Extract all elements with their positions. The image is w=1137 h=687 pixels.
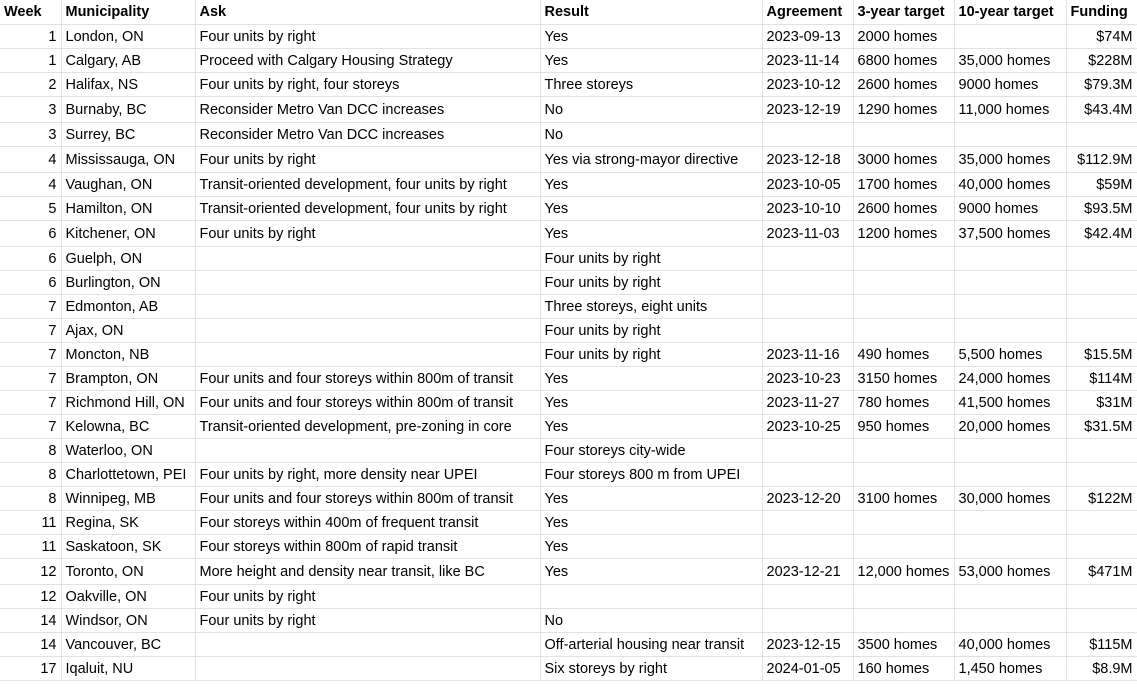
cell-municipality[interactable]: Iqaluit, NU (61, 657, 195, 681)
cell-agreement[interactable]: 2023-10-10 (762, 197, 853, 221)
cell-result[interactable]: Yes (540, 535, 762, 559)
table-row (0, 585, 1137, 609)
cell-agreement[interactable]: 2024-01-05 (762, 657, 853, 681)
cell-funding[interactable]: $93.5M (1066, 197, 1137, 221)
cell-municipality[interactable]: Kitchener, ON (61, 221, 195, 247)
cell-result[interactable]: No (540, 609, 762, 633)
cell-week[interactable]: 12 (0, 559, 61, 585)
cell-result[interactable]: Yes (540, 221, 762, 247)
cell-three-year-target[interactable]: 160 homes (853, 657, 954, 681)
cell-three-year-target[interactable] (853, 123, 954, 147)
cell-ask[interactable]: Proceed with Calgary Housing Strategy (195, 49, 540, 73)
cell-ten-year-target[interactable] (954, 25, 1066, 49)
cell-three-year-target[interactable]: 1200 homes (853, 221, 954, 247)
cell-municipality[interactable]: Waterloo, ON (61, 439, 195, 463)
cell-municipality[interactable]: Toronto, ON (61, 559, 195, 585)
cell-municipality[interactable]: Ajax, ON (61, 319, 195, 343)
cell-week[interactable]: 4 (0, 147, 61, 173)
cell-week[interactable]: 1 (0, 25, 61, 49)
cell-week[interactable]: 11 (0, 535, 61, 559)
cell-week[interactable]: 6 (0, 247, 61, 271)
cell-agreement[interactable] (762, 585, 853, 609)
table-row (0, 487, 1137, 511)
cell-ask[interactable]: Four units by right (195, 147, 540, 173)
cell-ten-year-target[interactable]: 1,450 homes (954, 657, 1066, 681)
cell-ten-year-target[interactable]: 37,500 homes (954, 221, 1066, 247)
cell-agreement[interactable]: 2023-11-27 (762, 391, 853, 415)
table-row (0, 391, 1137, 415)
cell-municipality[interactable]: Surrey, BC (61, 123, 195, 147)
cell-municipality[interactable]: Richmond Hill, ON (61, 391, 195, 415)
cell-agreement[interactable]: 2023-12-21 (762, 559, 853, 585)
cell-three-year-target[interactable]: 1290 homes (853, 97, 954, 123)
cell-funding[interactable] (1066, 295, 1137, 319)
cell-ask[interactable]: Four units by right (195, 221, 540, 247)
cell-municipality[interactable]: Guelph, ON (61, 247, 195, 271)
cell-week[interactable]: 4 (0, 173, 61, 197)
cell-week[interactable]: 1 (0, 49, 61, 73)
cell-three-year-target[interactable]: 3100 homes (853, 487, 954, 511)
cell-agreement[interactable] (762, 463, 853, 487)
cell-week[interactable]: 17 (0, 657, 61, 681)
cell-ask[interactable] (195, 633, 540, 657)
table-row (0, 295, 1137, 319)
cell-municipality[interactable]: Burlington, ON (61, 271, 195, 295)
cell-agreement[interactable]: 2023-12-19 (762, 97, 853, 123)
cell-result[interactable]: Four storeys 800 m from UPEI (540, 463, 762, 487)
cell-municipality[interactable]: Hamilton, ON (61, 197, 195, 221)
table-row (0, 415, 1137, 439)
cell-three-year-target[interactable] (853, 585, 954, 609)
cell-result[interactable]: Yes (540, 415, 762, 439)
cell-funding[interactable] (1066, 463, 1137, 487)
cell-funding[interactable]: $79.3M (1066, 73, 1137, 97)
cell-three-year-target[interactable] (853, 247, 954, 271)
table-row (0, 657, 1137, 681)
cell-funding[interactable]: $122M (1066, 487, 1137, 511)
cell-result[interactable]: Six storeys by right (540, 657, 762, 681)
cell-funding[interactable]: $471M (1066, 559, 1137, 585)
cell-ten-year-target[interactable]: 30,000 homes (954, 487, 1066, 511)
cell-municipality[interactable]: Kelowna, BC (61, 415, 195, 439)
cell-week[interactable]: 8 (0, 463, 61, 487)
cell-agreement[interactable]: 2023-10-25 (762, 415, 853, 439)
cell-agreement[interactable]: 2023-10-23 (762, 367, 853, 391)
cell-result[interactable]: Yes (540, 173, 762, 197)
table-row (0, 197, 1137, 221)
cell-funding[interactable]: $115M (1066, 633, 1137, 657)
cell-three-year-target[interactable]: 3150 homes (853, 367, 954, 391)
cell-ask[interactable]: Four units by right (195, 585, 540, 609)
cell-agreement[interactable] (762, 535, 853, 559)
cell-funding[interactable]: $228M (1066, 49, 1137, 73)
cell-ten-year-target[interactable] (954, 511, 1066, 535)
cell-funding[interactable] (1066, 247, 1137, 271)
cell-ten-year-target[interactable]: 35,000 homes (954, 147, 1066, 173)
cell-result[interactable]: Off-arterial housing near transit (540, 633, 762, 657)
cell-agreement[interactable]: 2023-12-20 (762, 487, 853, 511)
cell-result[interactable]: Yes (540, 487, 762, 511)
cell-three-year-target[interactable]: 950 homes (853, 415, 954, 439)
cell-three-year-target[interactable]: 2600 homes (853, 197, 954, 221)
table-row (0, 559, 1137, 585)
cell-ask[interactable] (195, 271, 540, 295)
cell-agreement[interactable] (762, 511, 853, 535)
cell-ten-year-target[interactable]: 11,000 homes (954, 97, 1066, 123)
cell-municipality[interactable]: Moncton, NB (61, 343, 195, 367)
table-row (0, 221, 1137, 247)
cell-municipality[interactable]: Windsor, ON (61, 609, 195, 633)
cell-result[interactable]: Four units by right (540, 343, 762, 367)
cell-municipality[interactable]: Edmonton, AB (61, 295, 195, 319)
cell-ask[interactable]: Four units by right (195, 25, 540, 49)
cell-ten-year-target[interactable]: 35,000 homes (954, 49, 1066, 73)
cell-ten-year-target[interactable]: 40,000 homes (954, 633, 1066, 657)
cell-week[interactable]: 6 (0, 221, 61, 247)
cell-funding[interactable] (1066, 319, 1137, 343)
table-row (0, 463, 1137, 487)
column-header-funding[interactable]: Funding (1066, 0, 1137, 25)
cell-three-year-target[interactable]: 6800 homes (853, 49, 954, 73)
cell-agreement[interactable] (762, 247, 853, 271)
column-header-week[interactable]: Week (0, 0, 61, 25)
cell-municipality[interactable]: Vancouver, BC (61, 633, 195, 657)
cell-three-year-target[interactable]: 780 homes (853, 391, 954, 415)
cell-three-year-target[interactable]: 2600 homes (853, 73, 954, 97)
cell-result[interactable]: Four storeys city-wide (540, 439, 762, 463)
cell-ask[interactable] (195, 439, 540, 463)
table-body (0, 25, 1137, 681)
cell-three-year-target[interactable] (853, 271, 954, 295)
table-row (0, 343, 1137, 367)
cell-three-year-target[interactable] (853, 535, 954, 559)
cell-funding[interactable]: $112.9M (1066, 147, 1137, 173)
cell-ten-year-target[interactable] (954, 535, 1066, 559)
cell-three-year-target[interactable] (853, 463, 954, 487)
cell-ten-year-target[interactable]: 41,500 homes (954, 391, 1066, 415)
cell-ten-year-target[interactable] (954, 439, 1066, 463)
table-row (0, 49, 1137, 73)
cell-agreement[interactable]: 2023-12-15 (762, 633, 853, 657)
cell-ask[interactable]: Reconsider Metro Van DCC increases (195, 123, 540, 147)
cell-result[interactable]: Yes (540, 197, 762, 221)
cell-week[interactable]: 6 (0, 271, 61, 295)
cell-ask[interactable]: Four units and four storeys within 800m of transit (195, 367, 540, 391)
table-row (0, 271, 1137, 295)
cell-agreement[interactable] (762, 271, 853, 295)
table-row (0, 147, 1137, 173)
cell-result[interactable]: Four units by right (540, 247, 762, 271)
cell-ask[interactable] (195, 319, 540, 343)
cell-result[interactable]: Yes (540, 49, 762, 73)
cell-funding[interactable] (1066, 439, 1137, 463)
table-row (0, 247, 1137, 271)
cell-three-year-target[interactable]: 3000 homes (853, 147, 954, 173)
cell-funding[interactable]: $59M (1066, 173, 1137, 197)
cell-ask[interactable]: Transit-oriented development, four units by right (195, 173, 540, 197)
cell-result[interactable]: No (540, 97, 762, 123)
cell-ask[interactable]: Transit-oriented development, pre-zoning in core (195, 415, 540, 439)
cell-municipality[interactable]: Winnipeg, MB (61, 487, 195, 511)
cell-ask[interactable] (195, 295, 540, 319)
cell-funding[interactable]: $42.4M (1066, 221, 1137, 247)
cell-ten-year-target[interactable]: 53,000 homes (954, 559, 1066, 585)
cell-ten-year-target[interactable] (954, 271, 1066, 295)
cell-week[interactable]: 3 (0, 123, 61, 147)
cell-result[interactable]: Yes via strong-mayor directive (540, 147, 762, 173)
cell-ten-year-target[interactable]: 5,500 homes (954, 343, 1066, 367)
cell-ask[interactable]: Four units and four storeys within 800m of transit (195, 391, 540, 415)
table-row (0, 123, 1137, 147)
cell-week[interactable]: 7 (0, 295, 61, 319)
cell-funding[interactable] (1066, 535, 1137, 559)
table-row (0, 73, 1137, 97)
cell-ask[interactable]: Transit-oriented development, four units by right (195, 197, 540, 221)
cell-result[interactable]: Four units by right (540, 319, 762, 343)
column-header-three-year-target[interactable]: 3-year target (853, 0, 954, 25)
table-row (0, 367, 1137, 391)
cell-three-year-target[interactable]: 2000 homes (853, 25, 954, 49)
cell-funding[interactable] (1066, 609, 1137, 633)
cell-week[interactable]: 7 (0, 391, 61, 415)
cell-agreement[interactable]: 2023-11-16 (762, 343, 853, 367)
table-row (0, 25, 1137, 49)
cell-three-year-target[interactable] (853, 319, 954, 343)
cell-week[interactable]: 14 (0, 609, 61, 633)
cell-result[interactable]: Yes (540, 559, 762, 585)
table-row (0, 511, 1137, 535)
cell-municipality[interactable]: Burnaby, BC (61, 97, 195, 123)
table-row (0, 439, 1137, 463)
cell-agreement[interactable] (762, 319, 853, 343)
cell-ten-year-target[interactable] (954, 247, 1066, 271)
cell-agreement[interactable] (762, 295, 853, 319)
cell-ask[interactable]: Four units by right, four storeys (195, 73, 540, 97)
cell-ask[interactable] (195, 247, 540, 271)
cell-funding[interactable] (1066, 271, 1137, 295)
cell-agreement[interactable]: 2023-11-03 (762, 221, 853, 247)
cell-result[interactable]: Yes (540, 391, 762, 415)
cell-week[interactable]: 14 (0, 633, 61, 657)
cell-municipality[interactable]: Calgary, AB (61, 49, 195, 73)
cell-three-year-target[interactable] (853, 511, 954, 535)
cell-ten-year-target[interactable] (954, 609, 1066, 633)
cell-ten-year-target[interactable]: 20,000 homes (954, 415, 1066, 439)
cell-municipality[interactable]: Charlottetown, PEI (61, 463, 195, 487)
cell-result[interactable]: Four units by right (540, 271, 762, 295)
cell-funding[interactable]: $43.4M (1066, 97, 1137, 123)
cell-result[interactable]: Yes (540, 25, 762, 49)
cell-week[interactable]: 8 (0, 439, 61, 463)
cell-week[interactable]: 7 (0, 415, 61, 439)
cell-ten-year-target[interactable] (954, 295, 1066, 319)
cell-agreement[interactable]: 2023-09-13 (762, 25, 853, 49)
cell-three-year-target[interactable] (853, 609, 954, 633)
cell-agreement[interactable]: 2023-10-05 (762, 173, 853, 197)
cell-result[interactable]: Yes (540, 511, 762, 535)
cell-funding[interactable]: $8.9M (1066, 657, 1137, 681)
cell-ask[interactable]: Four storeys within 800m of rapid transit (195, 535, 540, 559)
cell-result[interactable] (540, 585, 762, 609)
column-header-municipality[interactable]: Municipality (61, 0, 195, 25)
cell-funding[interactable] (1066, 511, 1137, 535)
cell-ask[interactable]: Four units by right, more density near UPEI (195, 463, 540, 487)
cell-ask[interactable] (195, 657, 540, 681)
table-row (0, 535, 1137, 559)
cell-municipality[interactable]: Vaughan, ON (61, 173, 195, 197)
cell-three-year-target[interactable]: 12,000 homes (853, 559, 954, 585)
cell-result[interactable]: No (540, 123, 762, 147)
cell-agreement[interactable]: 2023-11-14 (762, 49, 853, 73)
cell-three-year-target[interactable]: 490 homes (853, 343, 954, 367)
cell-week[interactable]: 3 (0, 97, 61, 123)
column-header-ask[interactable]: Ask (195, 0, 540, 25)
cell-three-year-target[interactable]: 1700 homes (853, 173, 954, 197)
cell-ten-year-target[interactable]: 9000 homes (954, 73, 1066, 97)
cell-funding[interactable]: $114M (1066, 367, 1137, 391)
column-header-result[interactable]: Result (540, 0, 762, 25)
cell-ten-year-target[interactable]: 9000 homes (954, 197, 1066, 221)
cell-agreement[interactable] (762, 609, 853, 633)
cell-funding[interactable] (1066, 585, 1137, 609)
cell-week[interactable]: 8 (0, 487, 61, 511)
cell-week[interactable]: 12 (0, 585, 61, 609)
cell-municipality[interactable]: Regina, SK (61, 511, 195, 535)
cell-ten-year-target[interactable] (954, 319, 1066, 343)
cell-agreement[interactable] (762, 439, 853, 463)
cell-ten-year-target[interactable] (954, 585, 1066, 609)
cell-ask[interactable]: More height and density near transit, like BC (195, 559, 540, 585)
cell-three-year-target[interactable] (853, 295, 954, 319)
cell-week[interactable]: 2 (0, 73, 61, 97)
column-header-ten-year-target[interactable]: 10-year target (954, 0, 1066, 25)
cell-ten-year-target[interactable] (954, 463, 1066, 487)
cell-ten-year-target[interactable]: 24,000 homes (954, 367, 1066, 391)
cell-agreement[interactable]: 2023-12-18 (762, 147, 853, 173)
cell-week[interactable]: 7 (0, 343, 61, 367)
cell-result[interactable]: Yes (540, 367, 762, 391)
cell-week[interactable]: 7 (0, 367, 61, 391)
cell-agreement[interactable]: 2023-10-12 (762, 73, 853, 97)
cell-week[interactable]: 11 (0, 511, 61, 535)
table-row (0, 319, 1137, 343)
cell-three-year-target[interactable]: 3500 homes (853, 633, 954, 657)
cell-funding[interactable]: $15.5M (1066, 343, 1137, 367)
cell-result[interactable]: Three storeys (540, 73, 762, 97)
cell-ten-year-target[interactable] (954, 123, 1066, 147)
cell-funding[interactable]: $74M (1066, 25, 1137, 49)
cell-ask[interactable]: Four units by right (195, 609, 540, 633)
cell-ask[interactable] (195, 343, 540, 367)
header-row (0, 0, 1137, 25)
cell-ask[interactable]: Four units and four storeys within 800m of transit (195, 487, 540, 511)
cell-funding[interactable] (1066, 123, 1137, 147)
cell-ask[interactable]: Four storeys within 400m of frequent transit (195, 511, 540, 535)
cell-ask[interactable]: Reconsider Metro Van DCC increases (195, 97, 540, 123)
cell-three-year-target[interactable] (853, 439, 954, 463)
table-row (0, 173, 1137, 197)
cell-result[interactable]: Three storeys, eight units (540, 295, 762, 319)
table-row (0, 97, 1137, 123)
cell-municipality[interactable]: Saskatoon, SK (61, 535, 195, 559)
cell-ten-year-target[interactable]: 40,000 homes (954, 173, 1066, 197)
table-row (0, 633, 1137, 657)
cell-week[interactable]: 7 (0, 319, 61, 343)
cell-week[interactable]: 5 (0, 197, 61, 221)
cell-agreement[interactable] (762, 123, 853, 147)
cell-municipality[interactable]: Oakville, ON (61, 585, 195, 609)
cell-municipality[interactable]: Mississauga, ON (61, 147, 195, 173)
cell-municipality[interactable]: London, ON (61, 25, 195, 49)
cell-municipality[interactable]: Halifax, NS (61, 73, 195, 97)
cell-funding[interactable]: $31.5M (1066, 415, 1137, 439)
column-header-agreement[interactable]: Agreement (762, 0, 853, 25)
cell-funding[interactable]: $31M (1066, 391, 1137, 415)
table-row (0, 609, 1137, 633)
cell-municipality[interactable]: Brampton, ON (61, 367, 195, 391)
